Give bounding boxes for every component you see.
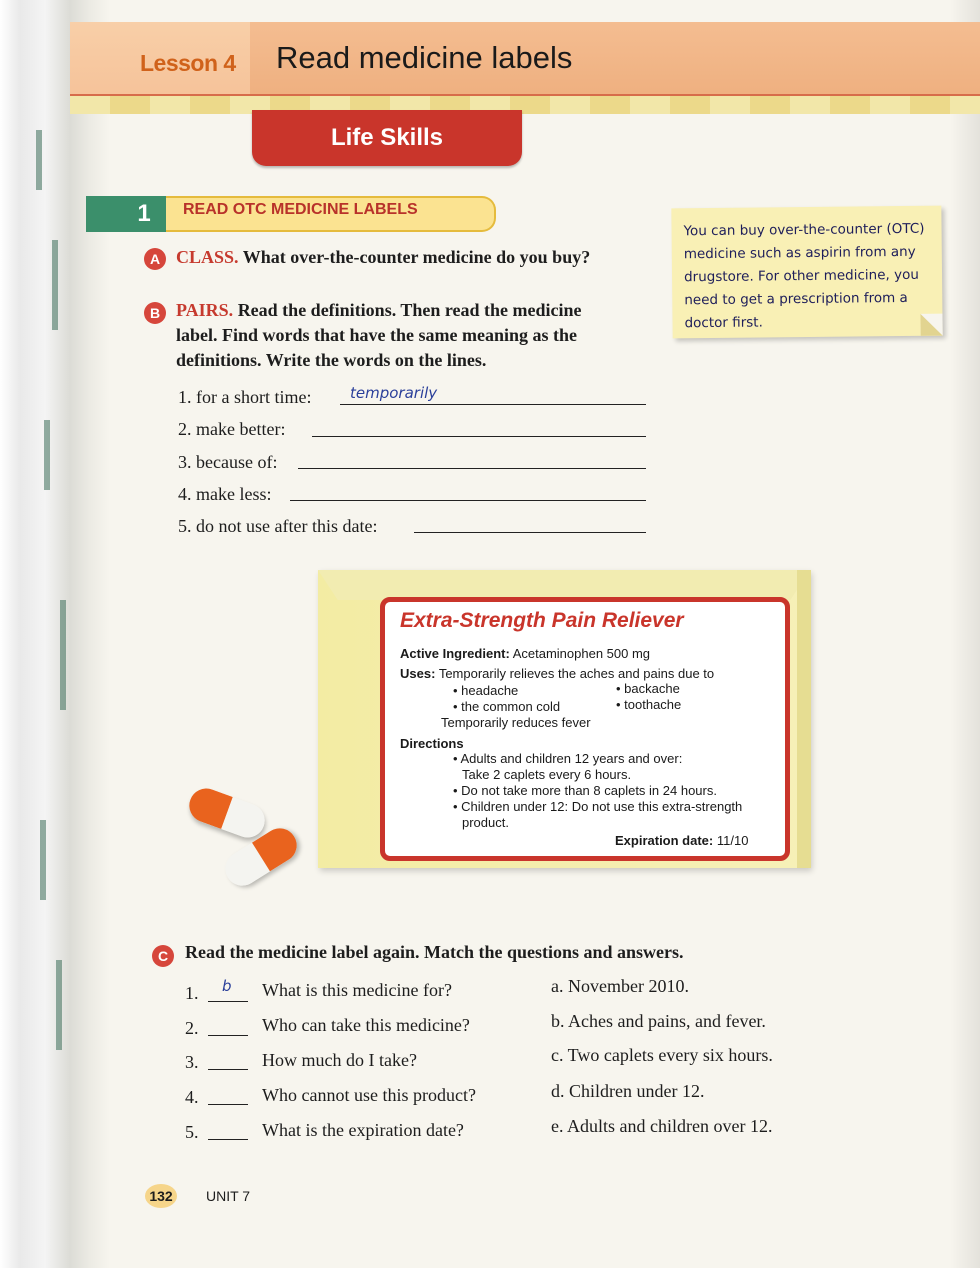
definition-answer-line[interactable] bbox=[298, 467, 646, 469]
definition-answer-line[interactable] bbox=[290, 499, 646, 501]
question-answer-line[interactable] bbox=[208, 1035, 248, 1036]
note-fold-corner bbox=[920, 314, 942, 336]
page-edge-tab bbox=[36, 130, 42, 190]
question-answer-line[interactable] bbox=[208, 1069, 248, 1070]
question-text: What is the expiration date? bbox=[262, 1120, 464, 1140]
direction-item: product. bbox=[462, 815, 509, 830]
page-number: 132 bbox=[145, 1184, 177, 1208]
direction-item: • Do not take more than 8 caplets in 24 hours. bbox=[453, 783, 717, 798]
active-ingredient-value: Acetaminophen 500 mg bbox=[512, 646, 651, 661]
task-b-badge: B bbox=[144, 302, 166, 324]
question-text: Who cannot use this product? bbox=[262, 1085, 476, 1105]
page-edge-tab bbox=[52, 240, 58, 330]
task-b-keyword: PAIRS. bbox=[176, 300, 234, 320]
unit-label: UNIT 7 bbox=[206, 1188, 251, 1204]
use-item: • toothache bbox=[616, 697, 682, 712]
use-item: • the common cold bbox=[453, 699, 561, 714]
section-number: 1 bbox=[137, 200, 151, 227]
task-a-keyword: CLASS. bbox=[176, 247, 239, 267]
answer-option: b. Aches and pains, and fever. bbox=[551, 1011, 766, 1031]
answer-option: a. November 2010. bbox=[551, 976, 689, 996]
uses-fever: Temporarily reduces fever bbox=[441, 715, 591, 730]
task-b-line2: label. Find words that have the same meaning as the bbox=[176, 325, 578, 345]
section-title: READ OTC MEDICINE LABELS bbox=[183, 201, 418, 218]
header-decorative-strip bbox=[70, 94, 980, 114]
page-edge-tab bbox=[40, 820, 46, 900]
life-skills-tab bbox=[252, 110, 522, 166]
definition-item: 3. because of: bbox=[178, 452, 278, 472]
direction-item: Take 2 caplets every 6 hours. bbox=[462, 767, 632, 782]
page-binding bbox=[0, 0, 110, 1268]
definition-answer: temporarily bbox=[350, 384, 438, 402]
page-edge-tab bbox=[60, 600, 66, 710]
question-text: How much do I take? bbox=[262, 1050, 417, 1070]
question-answer-line[interactable] bbox=[208, 1139, 248, 1140]
caplet-image bbox=[185, 784, 270, 843]
use-item: • backache bbox=[616, 681, 680, 696]
uses-line bbox=[400, 666, 714, 682]
task-c-prompt: Read the medicine label again. Match the questions and answers. bbox=[185, 942, 684, 962]
page-edge-tab bbox=[44, 420, 50, 490]
expiration-key: Expiration date: bbox=[615, 833, 714, 848]
task-a-prompt bbox=[176, 245, 590, 270]
question-answer-line[interactable] bbox=[208, 1001, 248, 1002]
info-note-text: You can buy over-the-counter (OTC) medicine such as aspirin from any drugstore. For other medicine, you need to get a prescription from a doctor first. bbox=[683, 220, 925, 332]
task-b-line3: definitions. Write the words on the lines. bbox=[176, 350, 487, 370]
life-skills-label: Life Skills bbox=[330, 124, 444, 151]
question-number: 3. bbox=[185, 1052, 199, 1072]
active-ingredient bbox=[400, 646, 650, 662]
definition-answer-line[interactable] bbox=[414, 531, 646, 533]
answer-option: d. Children under 12. bbox=[551, 1081, 705, 1101]
uses-key: Uses: bbox=[400, 666, 436, 681]
question-number: 2. bbox=[185, 1018, 199, 1038]
definition-item: 4. make less: bbox=[178, 484, 272, 504]
definition-item: 5. do not use after this date: bbox=[178, 516, 378, 536]
question-text: What is this medicine for? bbox=[262, 980, 452, 1000]
page-edge-tab bbox=[56, 960, 62, 1050]
question-number: 1. bbox=[185, 983, 199, 1003]
task-b-line1: Read the definitions. Then read the medicine bbox=[237, 300, 582, 320]
directions-key: Directions bbox=[400, 736, 464, 751]
answer-option: c. Two caplets every six hours. bbox=[551, 1045, 773, 1065]
direction-item: • Adults and children 12 years and over: bbox=[453, 751, 683, 766]
lesson-number: Lesson 4 bbox=[140, 50, 236, 76]
expiration-date bbox=[615, 833, 748, 849]
definition-answer-line[interactable] bbox=[340, 403, 646, 405]
task-a-badge: A bbox=[144, 248, 166, 270]
active-ingredient-key: Active Ingredient: bbox=[400, 646, 510, 661]
use-item: • headache bbox=[453, 683, 519, 698]
definition-item: 2. make better: bbox=[178, 419, 286, 439]
medicine-label bbox=[380, 597, 790, 861]
uses-intro: Temporarily relieves the aches and pains due to bbox=[438, 666, 715, 681]
question-text: Who can take this medicine? bbox=[262, 1015, 470, 1035]
definition-item: 1. for a short time: bbox=[178, 387, 312, 407]
info-sticky-note bbox=[671, 206, 942, 339]
task-c-badge: C bbox=[152, 945, 174, 967]
lesson-title: Read medicine labels bbox=[276, 40, 573, 75]
definition-answer-line[interactable] bbox=[312, 435, 646, 437]
question-number: 4. bbox=[185, 1087, 199, 1107]
page-gutter-shadow bbox=[950, 0, 980, 1268]
section-number-box bbox=[86, 196, 166, 232]
answer-option: e. Adults and children over 12. bbox=[551, 1116, 773, 1136]
task-a-text: What over-the-counter medicine do you buy? bbox=[242, 247, 591, 267]
expiration-value: 11/10 bbox=[716, 833, 749, 848]
task-b-prompt bbox=[176, 298, 656, 373]
question-answer-line[interactable] bbox=[208, 1104, 248, 1105]
question-number: 5. bbox=[185, 1122, 199, 1142]
question-answer: b bbox=[222, 977, 232, 995]
directions-heading bbox=[400, 736, 464, 752]
medicine-label-title: Extra-Strength Pain Reliever bbox=[400, 609, 684, 632]
medicine-box-top bbox=[318, 570, 810, 600]
medicine-box-side bbox=[797, 570, 811, 868]
direction-item: • Children under 12: Do not use this extra-strength bbox=[453, 799, 743, 814]
